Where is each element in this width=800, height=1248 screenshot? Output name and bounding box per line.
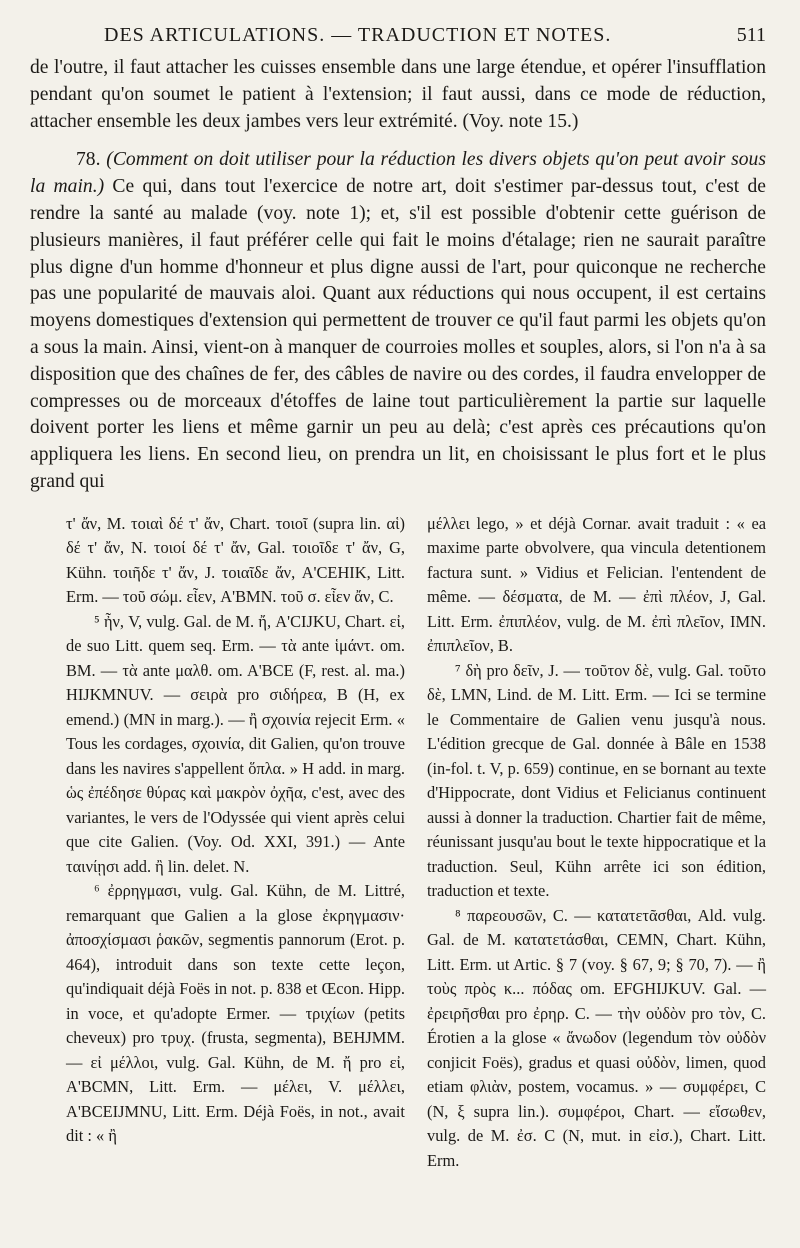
- page-number: 511: [736, 24, 766, 46]
- footnote: ⁶ ἐρρηγμασι, vulg. Gal. Kühn, de M. Littré, remarquant que Galien a la glose ἐκρηγμασιν· ἀποσχίσμασι ῥακῶν, segmentis pannorum (Erot. p. 464), introduit dans son texte cette leçon, qu'indiquait déjà Foës in not. p. 838 et Œcon. Hipp. in voce, et qu'adopte Ermer. — τριχίων (petits cheveux) pro τρυχ. (frusta, segmenta), BEHJMM. — εἰ μέλλοι, vulg. Gal. Kühn, de M. ἤ pro εἰ, A'BCMN, Litt. Erm. — μέλει, V. μέλλει, A'BCEIJMNU, Litt. Erm. Déjà Foës, in not., avait dit : « ἢ: [66, 881, 405, 1146]
- footnotes-left-column: [30, 512, 405, 1174]
- footnote: μέλλει lego, » et déjà Cornar. avait traduit : « ea maxime parte obvolvere, qua vincula detentionem factura sunt. » Vidius et Felician. l'entendent de même. — δέσματα, de M. — ἐπὶ πλέον, J, Gal. Litt. Erm. ἐπιπλέον, vulg. de M. ἐπὶ πλεῖον, IMN. ἐπιπλεῖον, B.: [427, 513, 766, 656]
- section-body: Ce qui, dans tout l'exercice de notre art, doit s'estimer par-dessus tout, c'est de rendre la santé au malade (voy. note 1); et, s'il est possible d'obtenir cette guérison de plusieurs manières, il faut préférer celle qui fait le moins d'étalage; rien ne saurait paraître plus digne d'un homme d'honneur et plus digne aussi de l'art, pour quiconque ne recherche pas une popularité de mauvais aloi. Quant aux réductions qui nous occupent, il est certains moyens domestiques d'extension qui permettent de trouver ce qu'il faut parmi les objets qu'on a sous la main. Ainsi, vient-on à manquer de courroies molles et souples, alors, si l'on n'a à sa disposition que des chaînes de fer, des câbles de navire ou des cordes, il faudra envelopper de compresses ou de morceaux d'étoffes de laine tout particulièrement la partie sur laquelle doivent porter les liens et même garnir un peu au delà; c'est après ces précautions qu'on appliquera les liens. En second lieu, on prendra un lit, en choisissant le plus fort et le plus grand qui: [30, 176, 767, 492]
- footnote: ⁸ παρεουσῶν, C. — κατατετᾶσθαι, Ald. vulg. Gal. de M. κατατετάσθαι, CEMN, Chart. Kühn, Litt. Erm. ut Artic. § 7 (voy. § 67, 9; § 70, 7). — ἢ τοὺς πρὸς κ... πόδας om. EFGHIJKUV. Gal. — ἐρειρῆσθαι pro ἐρηρ. C. — τὴν οὐδὸν pro τὸν, C. Érotien a la glose « ἄνωδον (legendum τὸν οὐδὸν conjicit Foës), gradus et quasi οὐδὸν, limen, quod etiam φλιὰν, postem, vocamus. » — συμφέρει, C (N, ξ supra lin.). συμφέροι, Chart. — εἴσωθεν, vulg. de M. ἐσ. C (N, mut. in εἰσ.), Chart. Litt. Erm.: [427, 905, 766, 1170]
- footnote: ⁵ ἦν, V, vulg. Gal. de M. ἤ, A'CIJKU, Chart. εἰ, de suo Litt. quem seq. Erm. — τὰ ante ἱμάντ. om. BM. — τὰ ante μαλθ. om. A'BCE (F, rest. al. ma.) HIJKMNUV. — σειρὰ pro σιδήρεα, B (H, ex emend.) (MN in marg.). — ἢ σχοινία rejecit Erm. « Tous les cordages, σχοινία, dit Galien, qu'on trouve dans les navires s'appellent ὅπλα. » H add. in marg. ὡς ἐπέδησε θύρας καὶ μακρὸν ὀχῆα, c'est, avec des variantes, le vers de l'Odyssée qui vient après celui que cite Galien. (Voy. Od. XXI, 391.) — Ante ταινίῃσι add. ἢ lin. delet. N.: [66, 611, 405, 876]
- section-title: (Comment on doit utiliser pour la réduction les divers objets qu'on peut avoir sous la main.): [30, 149, 766, 198]
- running-head: [104, 24, 766, 47]
- main-text: [30, 55, 766, 496]
- running-title: DES ARTICULATIONS. — TRADUCTION ET NOTES.: [104, 24, 612, 46]
- section-number: 78.: [76, 149, 101, 171]
- footnote: ⁷ δὴ pro δεῖν, J. — τοῦτον δὲ, vulg. Gal. τοῦτο δὲ, LMN, Lind. de M. Litt. Erm. — Ici se termine le Commentaire de Galien venu jusqu'à nous. L'édition grecque de Gal. donnée à Bâle en 1538 (in-fol. t. V, p. 659) continue, en se bornant au texte d'Hippocrate, dont Vidius et Felicianus continuent aussi à donner la traduction. Chartier fait de même, réunissant jusqu'au bout le texte hippocratique et la traduction. Seul, Kühn arrête ici son édition, traduction et texte.: [427, 660, 766, 901]
- footnote: τ' ἄν, M. τοιαὶ δέ τ' ἄν, Chart. τοιοῖ (supra lin. αἱ) δέ τ' ἄν, N. τοιοί δέ τ' ἄν, Gal. τοιοῖδε τ' ἄν, G, Kühn. τοιῆδε τ' ἄν, J. τοιαῖδε ἄν, A'CEHIK, Litt. Erm. — τοῦ σώμ. εἶεν, A'BMN. τοῦ σ. εἶεν ἄν, C.: [66, 513, 405, 607]
- footnotes-right-column: [427, 512, 766, 1174]
- paragraph-78: [30, 147, 766, 495]
- paragraph-continuation: de l'outre, il faut attacher les cuisses ensemble dans une large étendue, et opérer l'insufflation pendant qu'on soumet le patient à l'extension; il faut aussi, dans ce mode de réduction, attacher ensemble les deux jambes vers leur extrémité. (Voy. note 15.): [30, 57, 766, 132]
- footnotes: [30, 512, 766, 1174]
